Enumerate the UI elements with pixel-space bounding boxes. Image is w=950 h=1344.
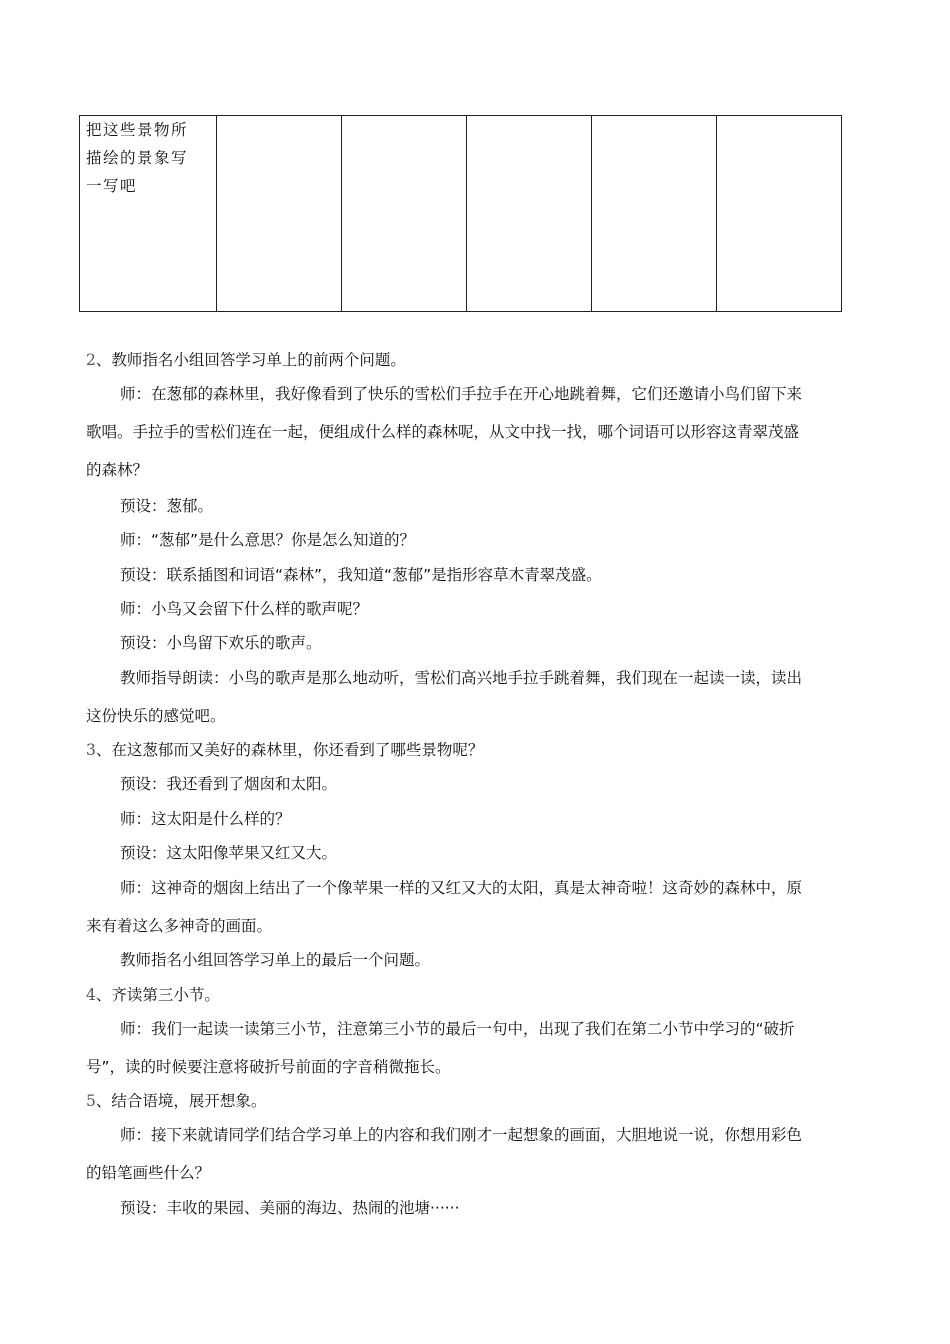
- blank-answer-cell: [217, 116, 342, 312]
- note-line: 教师指名小组回答学习单上的最后一个问题。: [120, 951, 431, 969]
- teacher-line: 的森林？: [86, 461, 149, 479]
- teacher-line: 师：我们一起读一读第三小节，注意第三小节的最后一句中，出现了我们在第二小节中学习的“破折: [120, 1020, 795, 1038]
- teacher-line: 的铅笔画些什么？: [86, 1164, 211, 1182]
- section-2-heading: 2、教师指名小组回答学习单上的前两个问题。: [86, 351, 406, 369]
- teacher-line: 师：这神奇的烟囱上结出了一个像苹果一样的又红又大的太阳，真是太神奇啦！这奇妙的森林中，原: [120, 879, 803, 897]
- teacher-line: 师：这太阳是什么样的？: [120, 810, 291, 828]
- blank-answer-cell: [467, 116, 592, 312]
- preset-line: 预设：联系插图和词语“森林”，我知道“葱郁”是指形容草木青翠茂盛。: [120, 566, 602, 584]
- preset-line: 预设：我还看到了烟囱和太阳。: [120, 775, 338, 793]
- blank-answer-cell: [717, 116, 842, 312]
- section-5-heading: 5、结合语境，展开想象。: [86, 1092, 267, 1110]
- section-3-heading: 3、在这葱郁而又美好的森林里，你还看到了哪些景物呢？: [86, 741, 484, 759]
- row-label-cell: [80, 116, 217, 312]
- teacher-line: 师：接下来就请同学们结合学习单上的内容和我们刚才一起想象的画面，大胆地说一说，你想用彩色: [120, 1126, 803, 1144]
- preset-line: 预设：葱郁。: [120, 497, 214, 515]
- teacher-line: 师：在葱郁的森林里，我好像看到了快乐的雪松们手拉手在开心地跳着舞，它们还邀请小鸟们留下来: [120, 385, 803, 403]
- teacher-line: 号”，读的时候要注意将破折号前面的字音稍微拖长。: [86, 1058, 451, 1076]
- teacher-line: 师：“葱郁”是什么意思？你是怎么知道的？: [120, 531, 416, 549]
- section-4-heading: 4、齐读第三小节。: [86, 986, 220, 1004]
- teacher-line: 来有着这么多神奇的画面。: [86, 917, 273, 935]
- guide-line: 教师指导朗读：小鸟的歌声是那么地动听，雪松们高兴地手拉手跳着舞，我们现在一起读一读，读出: [120, 669, 803, 687]
- teacher-line: 歌唱。手拉手的雪松们连在一起，便组成什么样的森林呢，从文中找一找，哪个词语可以形容这青翠茂盛: [86, 423, 800, 441]
- preset-line: 预设：小鸟留下欢乐的歌声。: [120, 634, 322, 652]
- guide-line: 这份快乐的感觉吧。: [86, 707, 226, 725]
- preset-line: 预设：这太阳像苹果又红又大。: [120, 844, 338, 862]
- row-label-line: 一写吧: [86, 177, 138, 195]
- blank-answer-cell: [342, 116, 467, 312]
- teacher-line: 师：小鸟又会留下什么样的歌声呢？: [120, 600, 369, 618]
- blank-answer-cell: [592, 116, 717, 312]
- preset-line: 预设：丰收的果园、美丽的海边、热闹的池塘······: [120, 1199, 460, 1217]
- row-label-line: 把这些景物所: [86, 121, 189, 139]
- row-label-line: 描绘的景象写: [86, 149, 189, 167]
- table-row: [80, 116, 842, 312]
- worksheet-table: [79, 115, 842, 312]
